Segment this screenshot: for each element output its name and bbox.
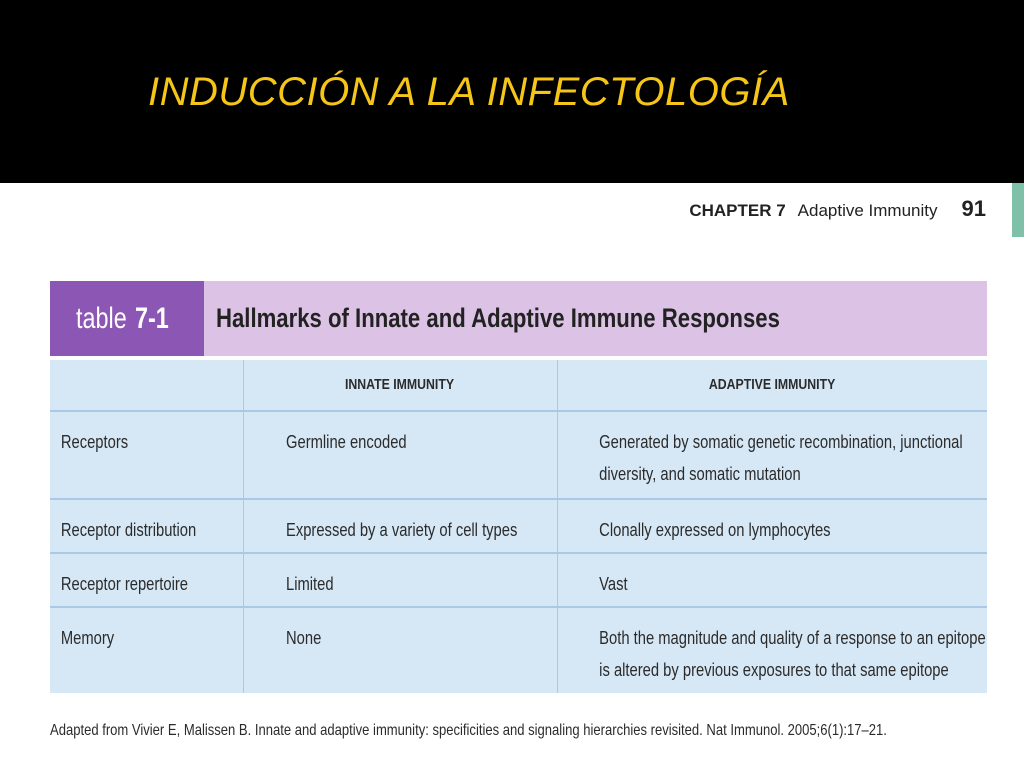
table-label xyxy=(50,281,204,356)
adaptive-value-line: Both the magnitude and quality of a response to an epitope xyxy=(598,628,986,648)
row-name: Receptor distribution xyxy=(60,520,197,540)
row-name: Receptor repertoire xyxy=(60,574,189,594)
innate-value: Limited xyxy=(285,574,334,594)
row-name: Memory xyxy=(60,628,115,648)
table-grid xyxy=(50,360,987,693)
page-number: 91 xyxy=(961,196,986,221)
chapter-label: CHAPTER 7 xyxy=(689,201,786,220)
table-title-cell xyxy=(204,281,987,356)
adaptive-cell xyxy=(557,553,987,607)
adaptive-value-line: Clonally expressed on lymphocytes xyxy=(598,520,831,540)
adaptive-value-line: diversity, and somatic mutation xyxy=(598,464,801,484)
table-row xyxy=(50,411,987,499)
slide-title: INDUCCIÓN A LA INFECTOLOGÍA xyxy=(148,70,790,114)
column-header-blank xyxy=(50,360,243,411)
table-row xyxy=(50,553,987,607)
table-title: Hallmarks of Innate and Adaptive Immune Responses xyxy=(216,303,780,333)
table-source-caption: Adapted from Vivier E, Malissen B. Innate and adaptive immunity: specificities and signaling hierarchies revisited. Nat Immunol. 2005;6(1):17–21. xyxy=(50,722,887,739)
adaptive-value-line: Generated by somatic genetic recombination, junctional xyxy=(598,432,963,452)
innate-value: Germline encoded xyxy=(285,432,407,452)
hallmarks-table xyxy=(50,281,987,693)
adaptive-cell xyxy=(557,499,987,553)
table-row xyxy=(50,499,987,553)
adaptive-cell xyxy=(557,411,987,499)
table-row xyxy=(50,607,987,693)
innate-value: Expressed by a variety of cell types xyxy=(285,520,517,540)
row-name-cell xyxy=(50,607,243,693)
adaptive-value-line: Vast xyxy=(598,574,628,594)
table-column-headers xyxy=(50,360,987,411)
adaptive-value-line: is altered by previous exposures to that same epitope xyxy=(598,660,949,680)
chapter-section-title: Adaptive Immunity xyxy=(797,201,938,220)
table-label-word: table xyxy=(76,301,127,335)
edge-tab xyxy=(1012,183,1024,237)
row-name-cell xyxy=(50,499,243,553)
column-header-adaptive: ADAPTIVE IMMUNITY xyxy=(557,360,987,411)
column-header-innate: INNATE IMMUNITY xyxy=(243,360,557,411)
row-name-cell xyxy=(50,411,243,499)
innate-cell xyxy=(243,499,557,553)
page-header xyxy=(689,196,986,222)
adaptive-cell xyxy=(557,607,987,693)
innate-cell xyxy=(243,607,557,693)
innate-cell xyxy=(243,553,557,607)
innate-value: None xyxy=(285,628,321,648)
table-header-bar xyxy=(50,281,987,356)
innate-cell xyxy=(243,411,557,499)
row-name-cell xyxy=(50,553,243,607)
row-name: Receptors xyxy=(60,432,129,452)
table-label-number: 7-1 xyxy=(135,301,169,335)
